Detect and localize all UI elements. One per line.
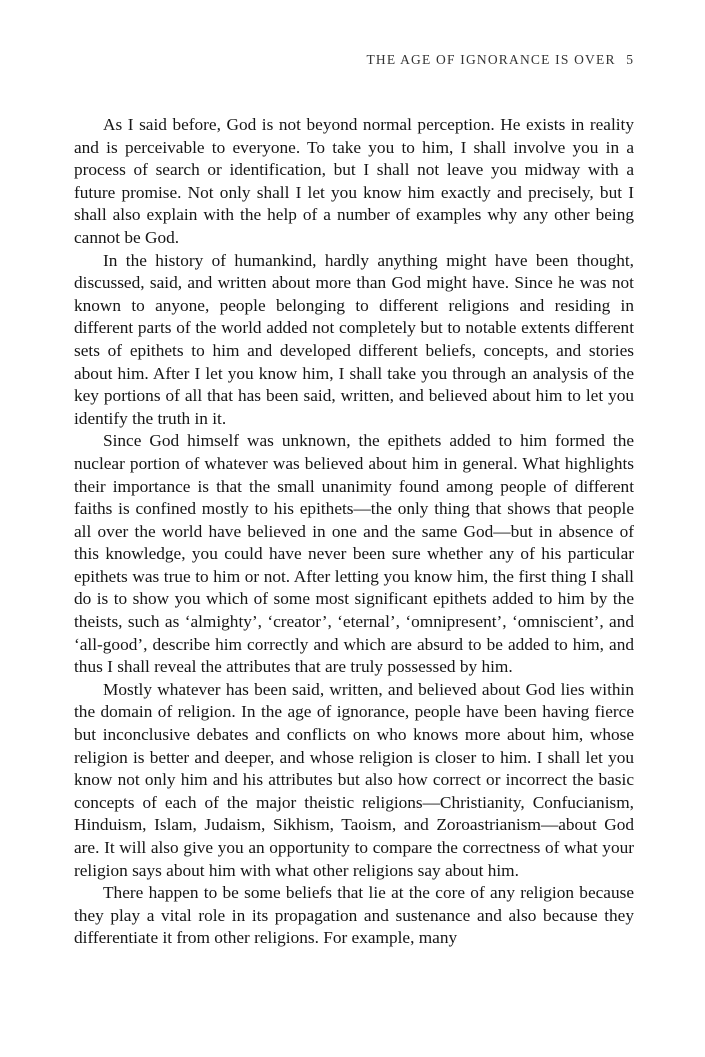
paragraph: Mostly whatever has been said, written, and believed about God lies within the domain of religion. In the age of ignorance, people have been having fierce but inconclusive debates and conflicts on who knows more about him, whose religion is better and deeper, and whose religion is closer to him. I shall let you know not only him and his attributes but also how correct or incorrect the basic concepts of each of the major theistic religions—Christianity, Confucianism, Hinduism, Islam, Judaism, Sikhism, Taoism, and Zoroastrianism—about God are. It will also give you an opportunity to compare the correctness of what your religion says about him with what other religions say about him. [74, 679, 634, 880]
paragraph: Since God himself was unknown, the epithets added to him formed the nuclear portion of whatever was believed about him in general. What highlights their importance is that the small unanimity found among people of different faiths is confined mostly to his epithets—the only thing that shows that people all over the world have believed in one and the same God—but in absence of this knowledge, you could have never been sure whether any of his particular epithets was true to him or not. After letting you know him, the first thing I shall do is to show you which of some most significant epithets added to him by the theists, such as ‘almighty’, ‘creator’, ‘eternal’, ‘omnipresent’, ‘omniscient’, and ‘all-good’, describe him correctly and which are absurd to be added to him, and thus I shall reveal the attributes that are truly possessed by him. [74, 431, 634, 677]
page-number: 5 [626, 52, 633, 67]
paragraph: There happen to be some beliefs that lie at the core of any religion because they play a vital role in its propagation and sustenance and also because they differentiate it from other religions. For example, many [74, 883, 634, 948]
paragraph: In the history of humankind, hardly anything might have been thought, discussed, said, and written about more than God might have. Since he was not known to anyone, people belonging to different religions and residing in different parts of the world added not completely but to notable extents different sets of epithets to him and developed different beliefs, concepts, and stories about him. After I let you know him, I shall take you through an analysis of the key portions of all that has been said, written, and believed about him to let you identify the truth in it. [74, 250, 634, 428]
running-title: THE AGE OF IGNORANCE IS OVER [366, 52, 616, 67]
running-head [366, 52, 633, 68]
paragraph: As I said before, God is not beyond normal perception. He exists in reality and is perceivable to everyone. To take you to him, I shall involve you in a process of search or identification, but I shall not leave you midway with a future promise. Not only shall I let you know him exactly and precisely, but I shall also explain with the help of a number of examples why any other being cannot be God. [74, 115, 634, 247]
body-text [74, 114, 634, 950]
